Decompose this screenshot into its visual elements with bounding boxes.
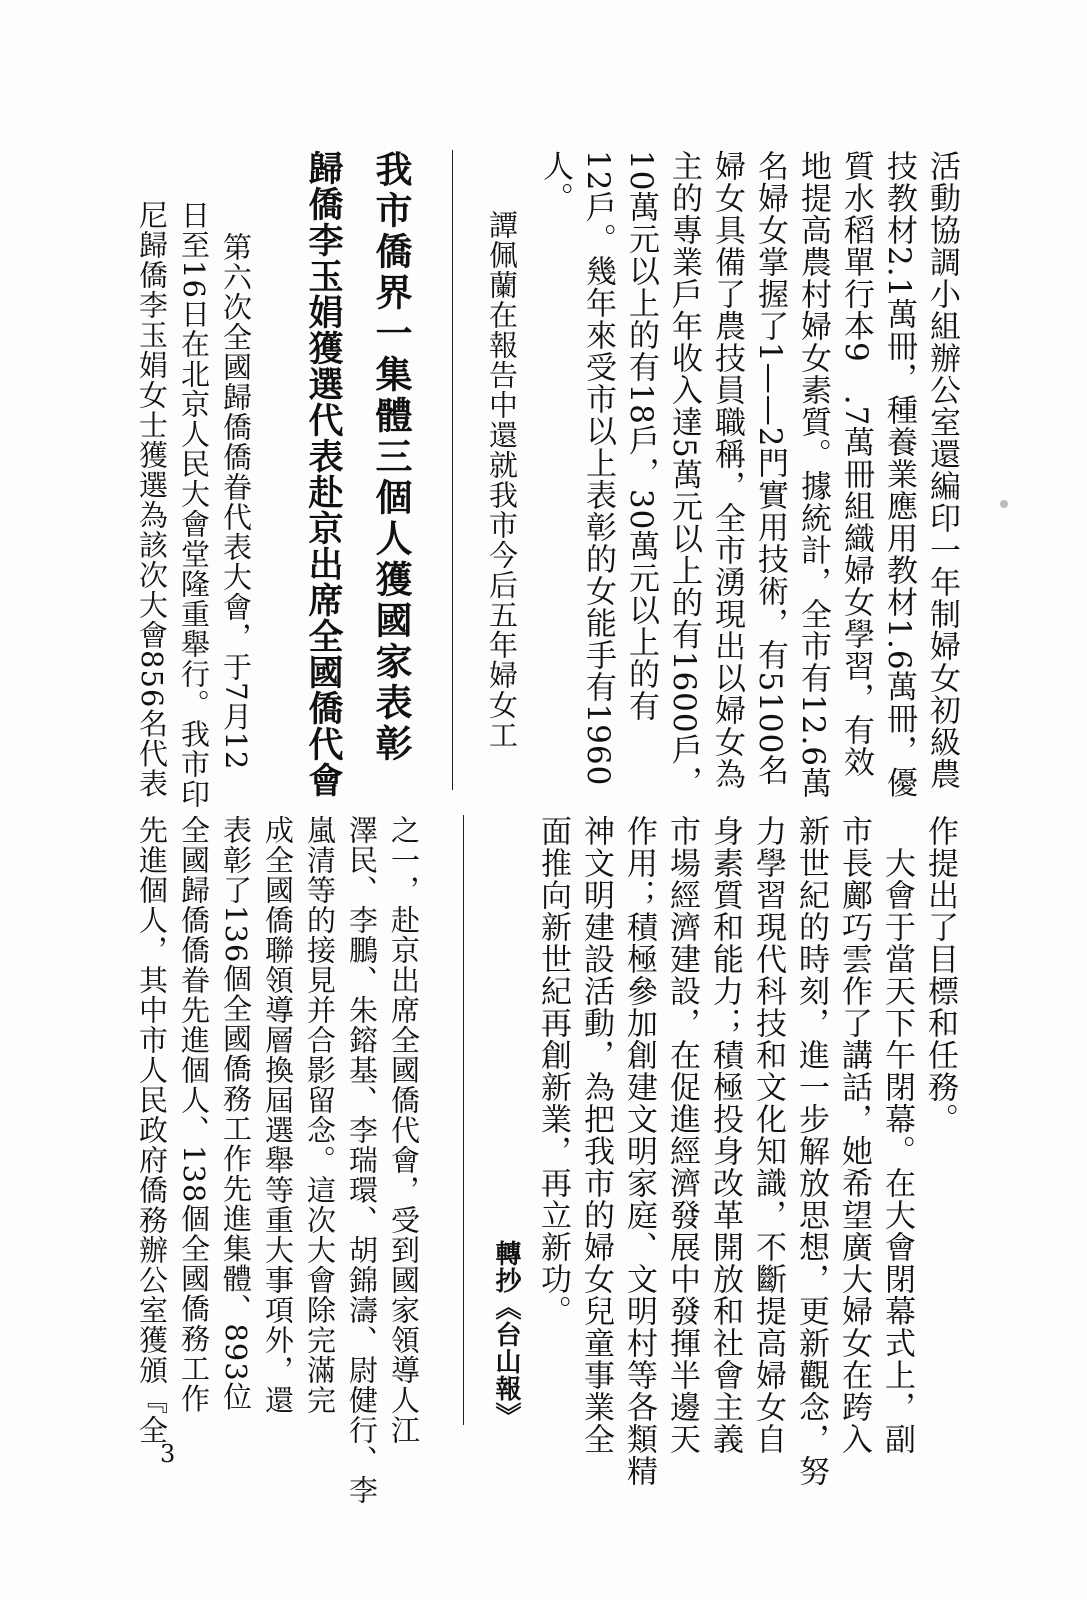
text-line: 質水稻單行本9 .7萬冊組織婦女學習，有效 [838,150,874,779]
page-number: 3 [160,1440,176,1468]
text-line: 活動協調小組辦公室還編印一年制婦女初級農 [924,150,960,790]
headline: 我市僑界一集體三個人獲國家表彰 [369,150,413,765]
text-line: 10萬元以上的有18戶，30萬元以上的有 [623,150,659,723]
text-line: 嵐清等的接見并合影留念。這次大會除完滿完 [303,815,337,1415]
text-line: 身素質和能力；積極投身改革開放和社會主義 [707,815,743,1455]
text-line: 名婦女掌握了1——2門實用技術，有5100名 [752,150,788,787]
text-line: 作提出了目標和任務。 [922,815,958,1135]
text-line: 澤民、李鵬、朱鎔基、李瑞環、胡錦濤、尉健行、李 [345,815,379,1505]
text-line: 之一，赴京出席全國僑代會，受到國家領導人江 [387,815,421,1445]
text-line: 力學習現代科技和文化知識，不斷提高婦女自 [750,815,786,1455]
text-line: 婦女具備了農技員職稱，全市湧現出以婦女為 [709,150,745,790]
scan-speck [1000,500,1008,508]
text-line: 人。 [537,150,573,214]
text-line: 作用；積極參加創建文明家庭、文明村等各類精 [621,815,657,1487]
text-line: 成全國僑聯領導層換屆選舉等重大事項外，還 [261,815,295,1415]
text-line: 大會于當天下午閉幕。在大會閉幕式上，副 [879,847,915,1455]
column-divider-bottom [463,815,464,1425]
text-line: 尼歸僑李玉娟女士獲選為該次大會856名代表 [135,200,169,799]
text-line: 12戶。幾年來受市以上表彰的女能手有1960 [580,150,616,787]
text-line: 主的專業戶年收入達5萬元以上的有1600戶， [666,150,702,798]
subheadline: 歸僑李玉娟獲選代表赴京出席全國僑代會 [303,150,344,798]
text-line: 市場經濟建設，在促進經濟發展中發揮半邊天 [664,815,700,1455]
column-divider-top [452,150,453,790]
text-line: 地提高農村婦女素質。據統計，全市有12.6萬 [795,150,831,800]
text-line: 市長鄺巧雲作了講話，她希望廣大婦女在跨入 [836,815,872,1455]
text-line: 面推向新世紀再創新業，再立新功。 [535,815,571,1327]
bottom-article-column-1 [131,200,257,809]
text-line: 日至16日在北京人民大會堂隆重舉行。我市印 [177,200,211,809]
text-line: 神文明建設活動，為把我市的婦女兒童事業全 [578,815,614,1455]
text-line: 全國歸僑僑眷先進個人、138個全國僑務工作 [177,815,211,1414]
bottom-article-column-2 [131,815,425,1505]
text-line: 技教材2.1萬冊，種養業應用教材1.6萬冊，優 [881,150,917,799]
top-article-column-2 [531,815,961,1487]
text-line: 先進個人，其中市人民政府僑務辦公室獲頒『全 [135,815,169,1445]
source-credit: 轉抄《台山報》 [491,1240,521,1429]
text-line: 第六次全國歸僑僑眷代表大會，于7月12 [219,232,253,771]
text-line: 新世紀的時刻，進一步解放思想，更新觀念，努 [793,815,829,1487]
top-article-column-1 [533,150,963,800]
byline-paragraph: 譚佩蘭在報告中還就我市今后五年婦女工 [485,210,519,750]
text-line: 表彰了136個全國僑務工作先進集體、893位 [219,815,253,1412]
